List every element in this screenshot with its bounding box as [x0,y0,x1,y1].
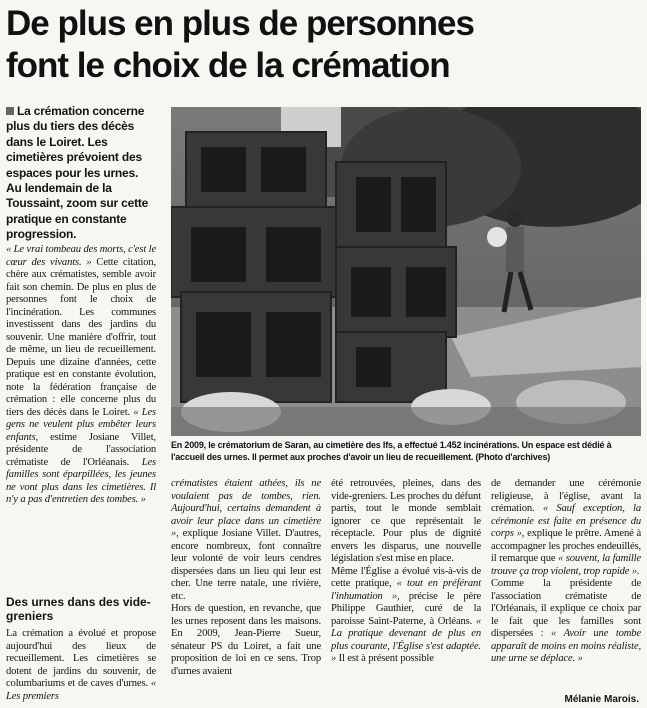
text: de demander une cérémonie religieuse, à l'église, avant la crémation. [491,478,641,514]
paragraph [331,566,481,666]
quote: « La pratique devenant de plus en plus courante, l'Église s'est adaptée. » [331,615,482,664]
headline [6,3,636,87]
text: Même l'Église a évolué vis-à-vis de cette pratique, [331,565,481,589]
bullet-square-icon [6,107,14,115]
article-photo [171,107,641,436]
lead-text: La crémation concerne plus du tiers des décès dans le Loiret. Les cimetières prévoient des espaces pour les urnes. Au lendemain de la Toussaint, zoom sur cette pratique en constante progression. [6,104,149,242]
text: explique le prêtre. Amené à accompagner les proches endeuillés, il remarque que [491,528,642,564]
body-column-2 [171,478,321,678]
lead-paragraph [6,104,156,243]
body-column-3 [331,478,481,666]
paragraph: Hors de question, en revanche, que les urnes reposent dans les maisons. En 2009, Jean-Pierre Sueur, sénateur PS du Loiret, a fait une proposition de loi en ce sens. Trop d'urnes avaient [171,603,321,677]
quote: crématistes étaient athées, ils ne voulaient pas de tombes, rien. Aujourd'hui, certains demandent à avoir leur place dans un cimetière », [171,478,321,539]
text: Comme la présidente de l'association crématiste de l'Orléanais, il explique ce choix par le fait que les familles sont dispersées : [491,578,641,639]
paragraph [6,244,156,507]
columbarium-photo [171,107,641,436]
quote: « Les premiers [6,678,156,702]
text: explique Josiane Villet. D'autres, encore nombreux, font connaître leur volonté de voir leurs cendres dispersées dans un lieu qui leur est cher. Une terre natale, une rivière, etc. [171,528,321,602]
paragraph: été retrouvées, pleines, dans des vide-greniers. Les proches du défunt partis, tout le monde semblait ignorer ce que représentait le réceptacle. Pour plus de dignité envers les disparus, une nouvelle législation s'est mise en place. [331,478,481,564]
paragraph [491,578,641,666]
text: Il est à présent possible [338,653,434,664]
quote: « Avoir une tombe apparaît de moins en moins réaliste, une urne se déplace. » [491,628,641,664]
paragraph [491,478,641,578]
quote: « souvent, la famille trouve ça trop violent, trop rapide ». [491,553,642,577]
body-column-4 [491,478,641,666]
quote: « Sauf exception, la cérémonie est faite en présence du corps », [491,503,641,539]
text: La crémation a évolué et propose aujourd'hui des lieux de recueillement. Les cimetières se dotent de jardins du souvenir, de columbariums et de caves d'urnes. [6,628,156,689]
text: estime Josiane Villet, présidente de l'association crématiste de l'Orléanais. [6,431,156,468]
author-signature: Mélanie Marois. [564,694,639,705]
quote: « tout en préférant l'inhumation », [331,578,481,602]
paragraph [171,478,321,603]
quote: Les familles sont éparpillées, les jeunes ne vont plus dans les cimetières. Il n'y a pas d'entretien des tombes. » [6,456,157,505]
paragraph [6,628,156,703]
quote: « Le vrai tombeau des morts, c'est le cœur des vivants. » [6,244,156,268]
body-column-1-bottom [6,628,156,703]
headline-line-2: font le choix de la crémation [6,46,450,85]
body-column-1 [6,244,156,507]
headline-line-1: De plus en plus de personnes [6,4,474,43]
text: Cette citation, chère aux crématistes, semble avoir fait son chemin. De plus en plus de personnes font le choix de l'incinération. Les communes investissent dans des jardins du souvenir. Une manière d'offrir, tout de même, un lieu de recueillement. Depuis une dizaine d'années, cette pratique est en constante évolution, note la fédération française de crémation : elle concerne plus du tiers des décès dans le Loiret. [6,256,156,418]
text: précise le père Philippe Gauthier, curé de la paroisse Saint-Paterne, à Orléans. [331,590,481,627]
quote: « Les gens ne veulent plus embêter leurs enfants, [6,406,157,443]
subheading: Des urnes dans des vide-greniers [6,595,151,623]
photo-caption: En 2009, le crématorium de Saran, au cimetière des Ifs, a effectué 1.452 incinérations. Un espace est dédié à l'accueil des urnes. Il permet aux proches d'avoir un lieu de recueillement. (Photo d'archives) [171,440,612,462]
